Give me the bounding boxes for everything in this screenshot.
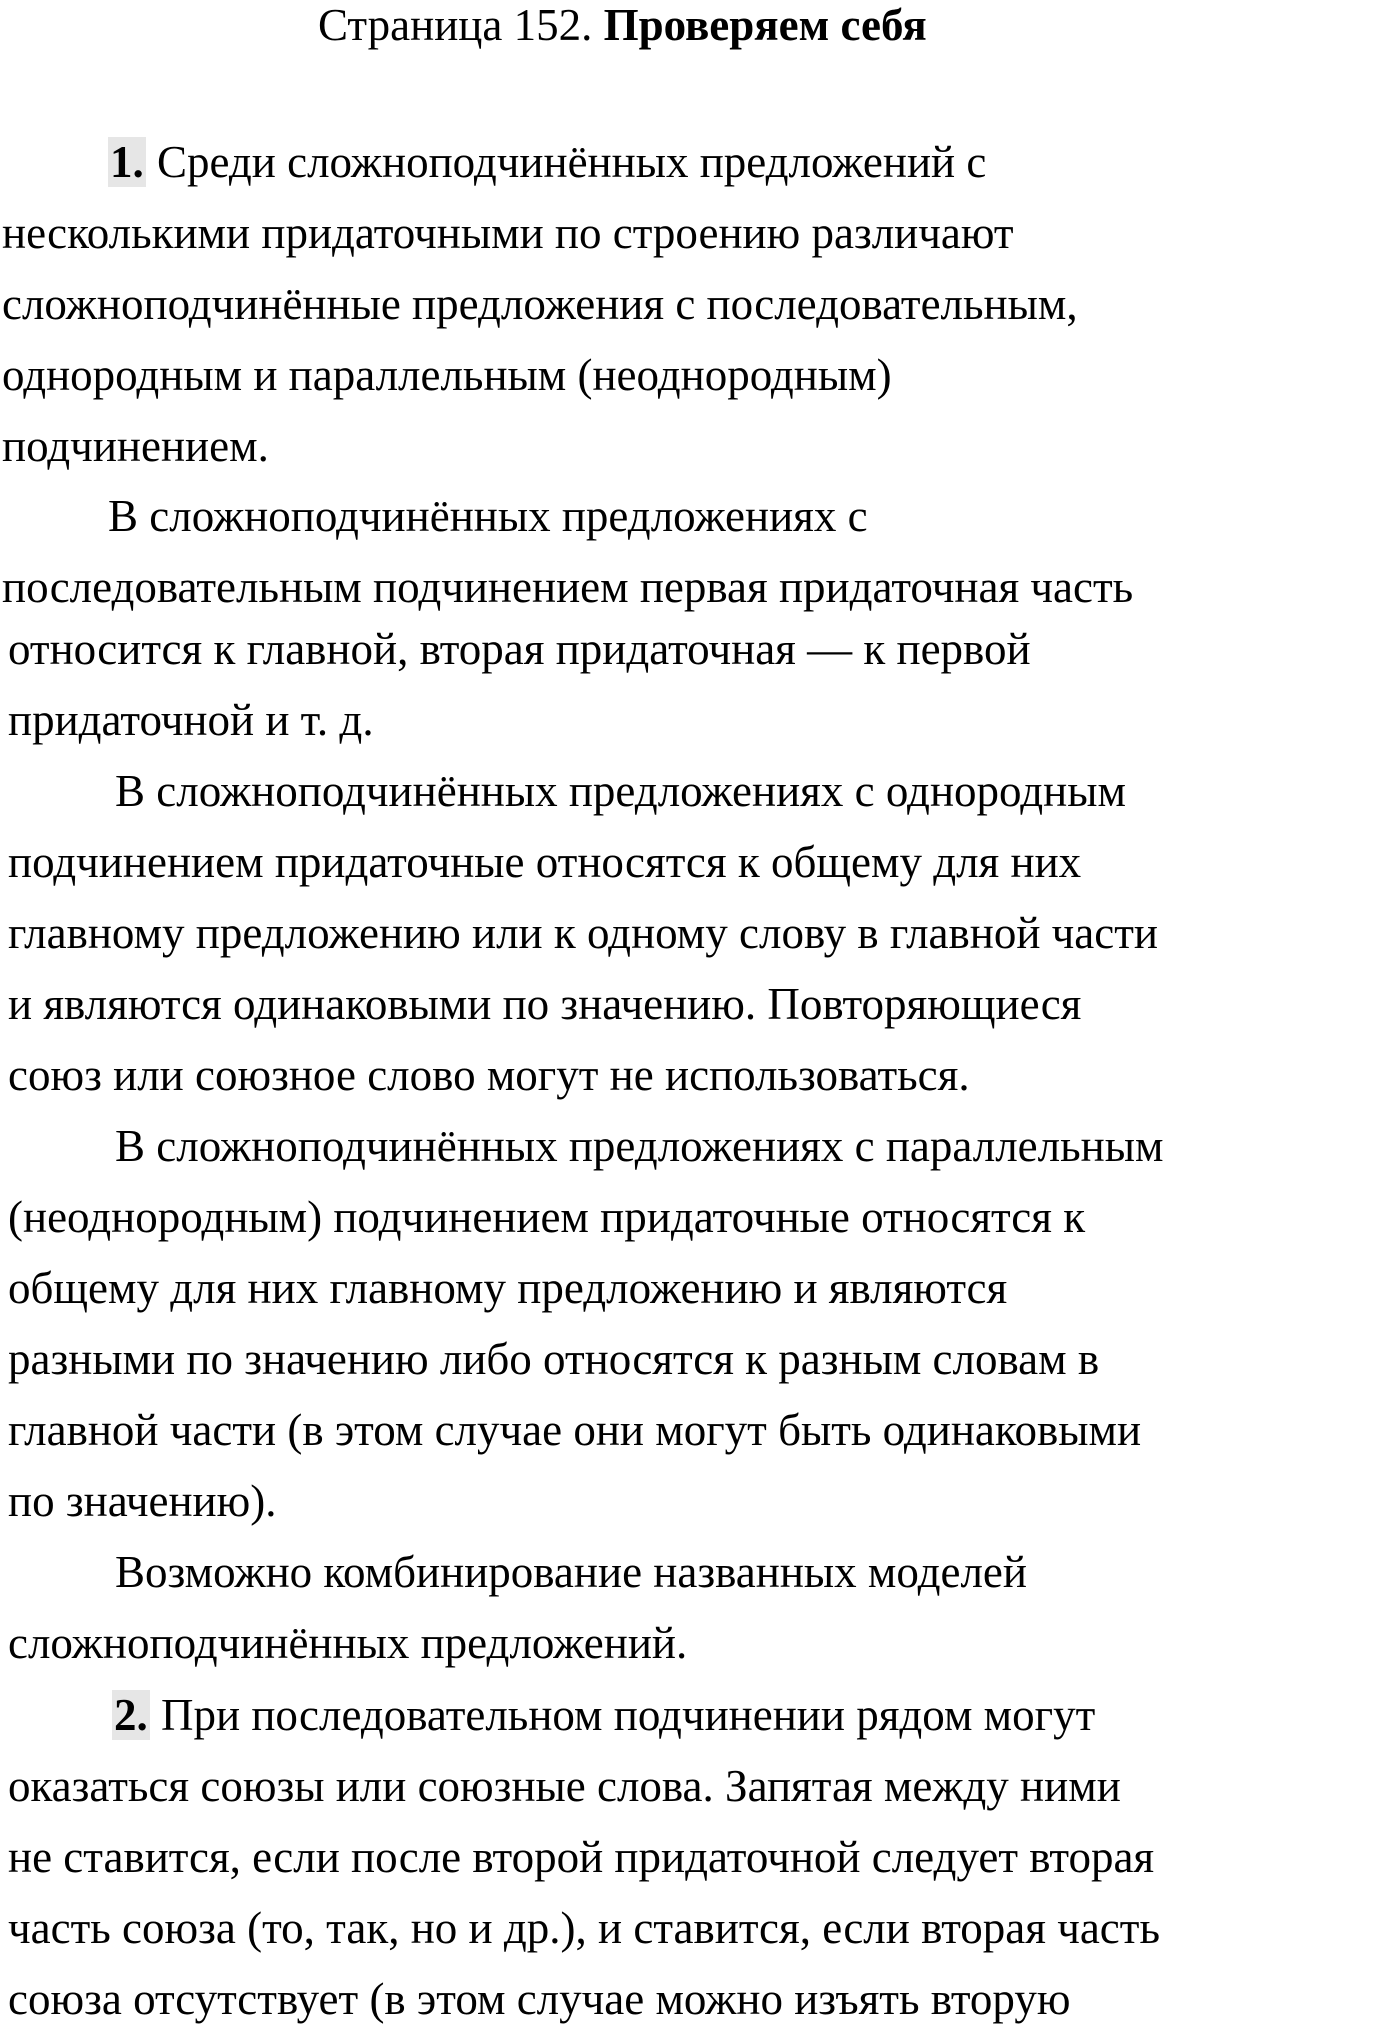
text-line: В сложноподчинённых предложениях с — [108, 491, 868, 541]
text-line: придаточной и т. д. — [8, 695, 374, 745]
text-line: союз или союзное слово могут не использоваться. — [8, 1050, 970, 1100]
text-line: главной части (в этом случае они могут быть одинаковыми — [8, 1405, 1142, 1455]
text-line: несколькими придаточными по строению различают — [2, 208, 1014, 258]
text-line: и являются одинаковыми по значению. Повторяющиеся — [8, 979, 1082, 1029]
text-line: подчинением придаточные относятся к общему для них — [8, 837, 1082, 887]
text-line: В сложноподчинённых предложениях с однородным — [115, 766, 1126, 816]
line-text: При последовательном подчинении рядом могут — [161, 1690, 1096, 1740]
text-line: общему для них главному предложению и являются — [8, 1263, 1008, 1313]
text-line: последовательным подчинением первая придаточная часть — [2, 562, 1134, 612]
text-line: Возможно комбинирование названных моделей — [115, 1547, 1027, 1597]
text-line: В сложноподчинённых предложениях с параллельным — [115, 1121, 1164, 1171]
text-line: часть союза (то, так, но и др.), и ставится, если вторая часть — [8, 1903, 1160, 1953]
text-line: разными по значению либо относятся к разным словам в — [8, 1334, 1100, 1384]
text-line: оказаться союзы или союзные слова. Запятая между ними — [8, 1761, 1121, 1811]
text-line: союза отсутствует (в этом случае можно изъять вторую — [8, 1974, 1071, 2024]
text-line: главному предложению или к одному слову в главной части — [8, 908, 1159, 958]
text-line: по значению). — [8, 1476, 277, 1526]
heading-text — [318, 0, 927, 50]
text-line — [108, 137, 986, 187]
text-line: подчинением. — [2, 421, 269, 471]
text-line: не ставится, если после второй придаточной следует вторая — [8, 1832, 1155, 1882]
text-line: однородным и параллельным (неоднородным) — [2, 350, 892, 400]
line-text: Среди сложноподчинённых предложений с — [157, 137, 987, 187]
text-line: относится к главной, вторая придаточная — к первой — [8, 624, 1031, 674]
item-number: 2. — [114, 1690, 148, 1740]
text-line: сложноподчинённые предложения с последовательным, — [2, 279, 1078, 329]
page-label: Страница 152. — [318, 0, 593, 50]
page-title: Проверяем себя — [603, 0, 927, 50]
text-line: сложноподчинённых предложений. — [8, 1618, 688, 1668]
text-line — [112, 1690, 1095, 1740]
item-number: 1. — [110, 137, 144, 187]
text-line: (неоднородным) подчинением придаточные относятся к — [8, 1192, 1086, 1242]
